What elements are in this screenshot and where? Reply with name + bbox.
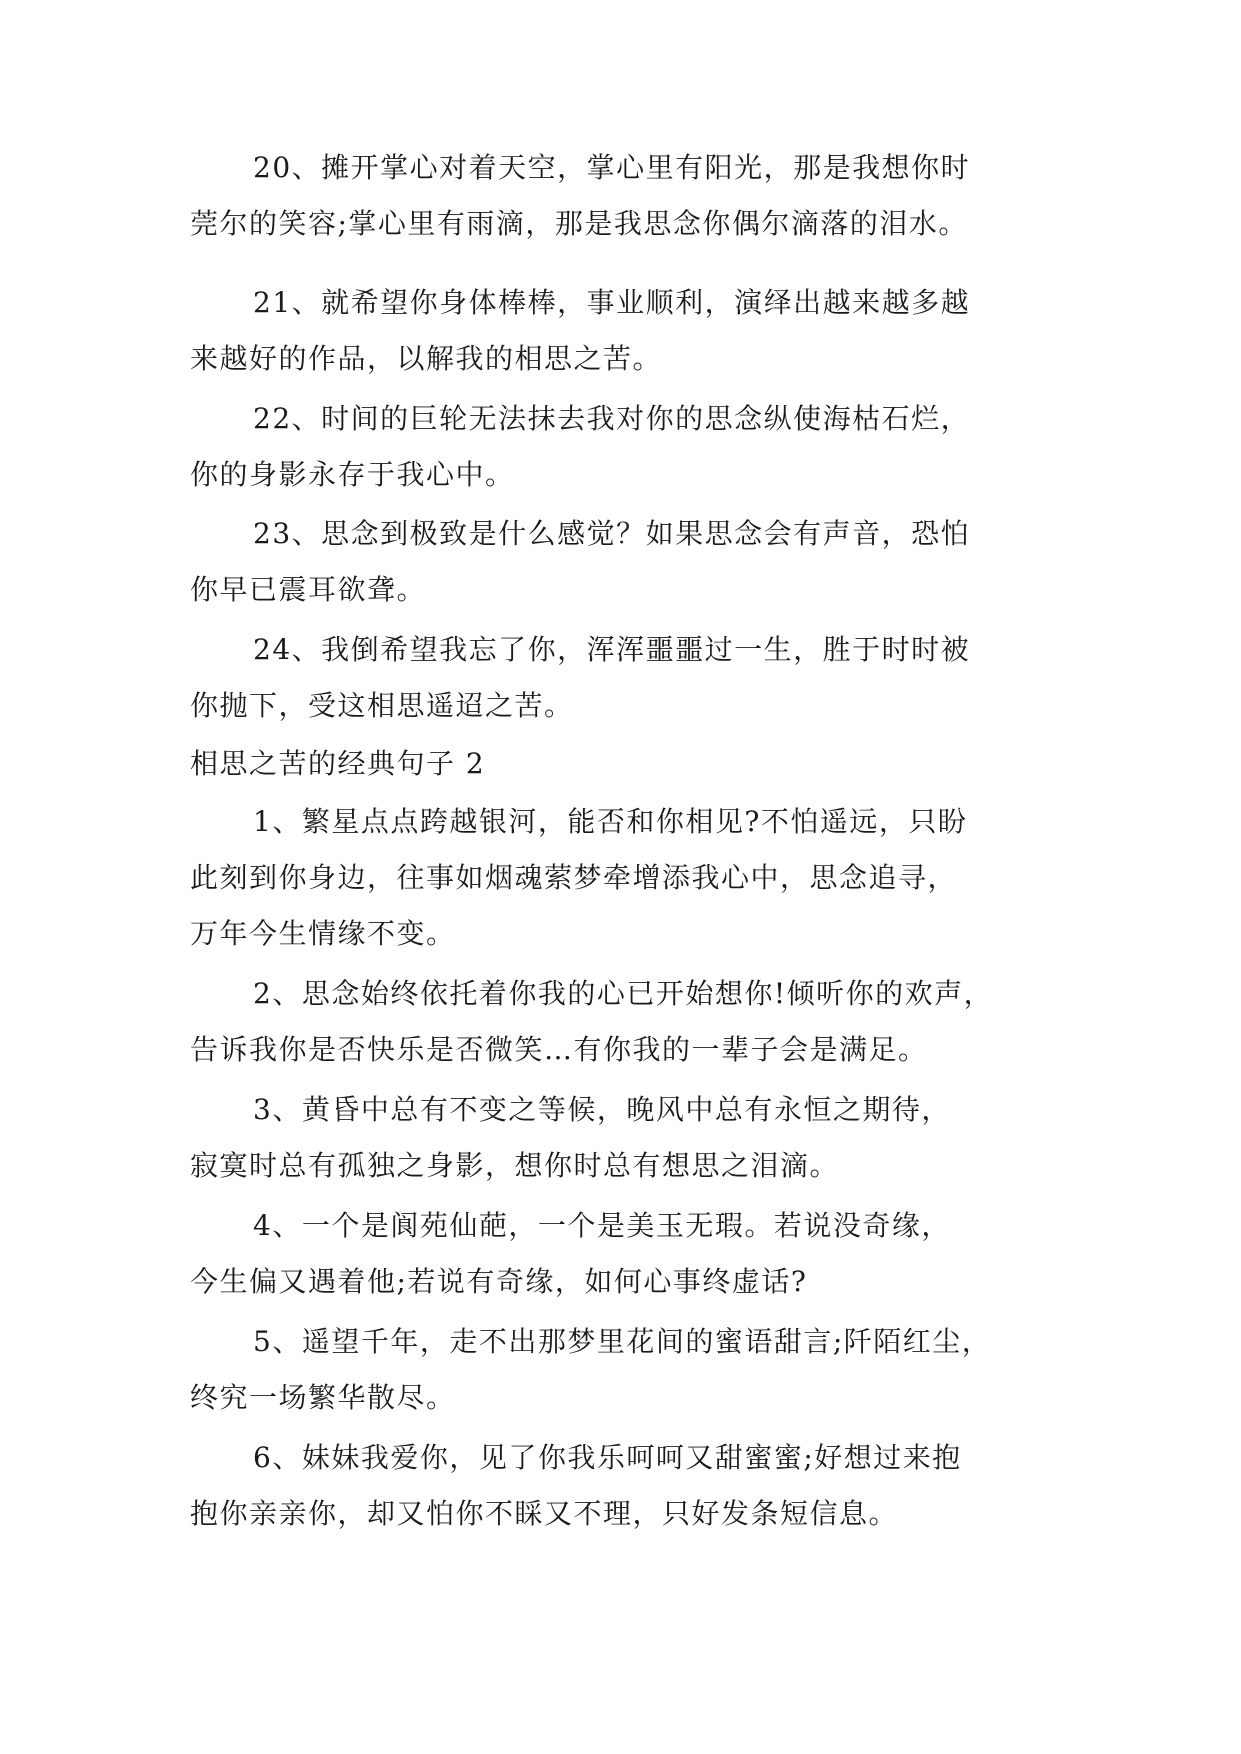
item-23-line-2: 你早已震耳欲聋。 [190, 573, 427, 606]
item-5-line-1: 5、遥望千年，走不出那梦里花间的蜜语甜言;阡陌红尘， [253, 1325, 992, 1358]
item-1-line-1: 1、繁星点点跨越银河，能否和你相见?不怕遥远，只盼 [253, 805, 968, 838]
item-3-line-1: 3、黄昏中总有不变之等候，晚风中总有永恒之期待， [253, 1093, 951, 1126]
item-6-line-2: 抱你亲亲你，却又怕你不睬又不理，只好发条短信息。 [190, 1497, 899, 1530]
item-3-line-2: 寂寞时总有孤独之身影，想你时总有想思之泪滴。 [190, 1149, 840, 1182]
section-heading: 相思之苦的经典句子 2 [190, 747, 486, 780]
item-5-line-2: 终究一场繁华散尽。 [190, 1381, 456, 1414]
item-2-line-2: 告诉我你是否快乐是否微笑…有你我的一辈子会是满足。 [190, 1033, 928, 1066]
item-1-line-2: 此刻到你身边，往事如烟魂萦梦牵增添我心中，思念追寻， [190, 861, 958, 894]
item-24-line-1: 24、我倒希望我忘了你，浑浑噩噩过一生，胜于时时被 [253, 633, 971, 666]
item-20-line-1: 20、摊开掌心对着天空，掌心里有阳光，那是我想你时 [253, 151, 971, 184]
item-4-line-2: 今生偏又遇着他;若说有奇缘，如何心事终虚话? [190, 1265, 808, 1298]
item-23-line-1: 23、思念到极致是什么感觉？如果思念会有声音，恐怕 [253, 517, 971, 550]
item-2-line-1: 2、思念始终依托着你我的心已开始想你!倾听你的欢声， [253, 977, 994, 1010]
item-6-line-1: 6、妹妹我爱你，见了你我乐呵呵又甜蜜蜜;好想过来抱 [253, 1441, 962, 1474]
item-22-line-1: 22、时间的巨轮无法抹去我对你的思念纵使海枯石烂， [253, 402, 971, 435]
item-21-line-1: 21、就希望你身体棒棒，事业顺利，演绎出越来越多越 [253, 286, 971, 319]
item-4-line-1: 4、一个是阆苑仙葩，一个是美玉无瑕。若说没奇缘， [253, 1209, 951, 1242]
item-22-line-2: 你的身影永存于我心中。 [190, 458, 515, 491]
item-24-line-2: 你抛下，受这相思遥迢之苦。 [190, 689, 574, 722]
item-21-line-2: 来越好的作品，以解我的相思之苦。 [190, 342, 663, 375]
item-20-line-2: 莞尔的笑容;掌心里有雨滴，那是我思念你偶尔滴落的泪水。 [190, 207, 968, 240]
item-1-line-3: 万年今生情缘不变。 [190, 917, 456, 950]
